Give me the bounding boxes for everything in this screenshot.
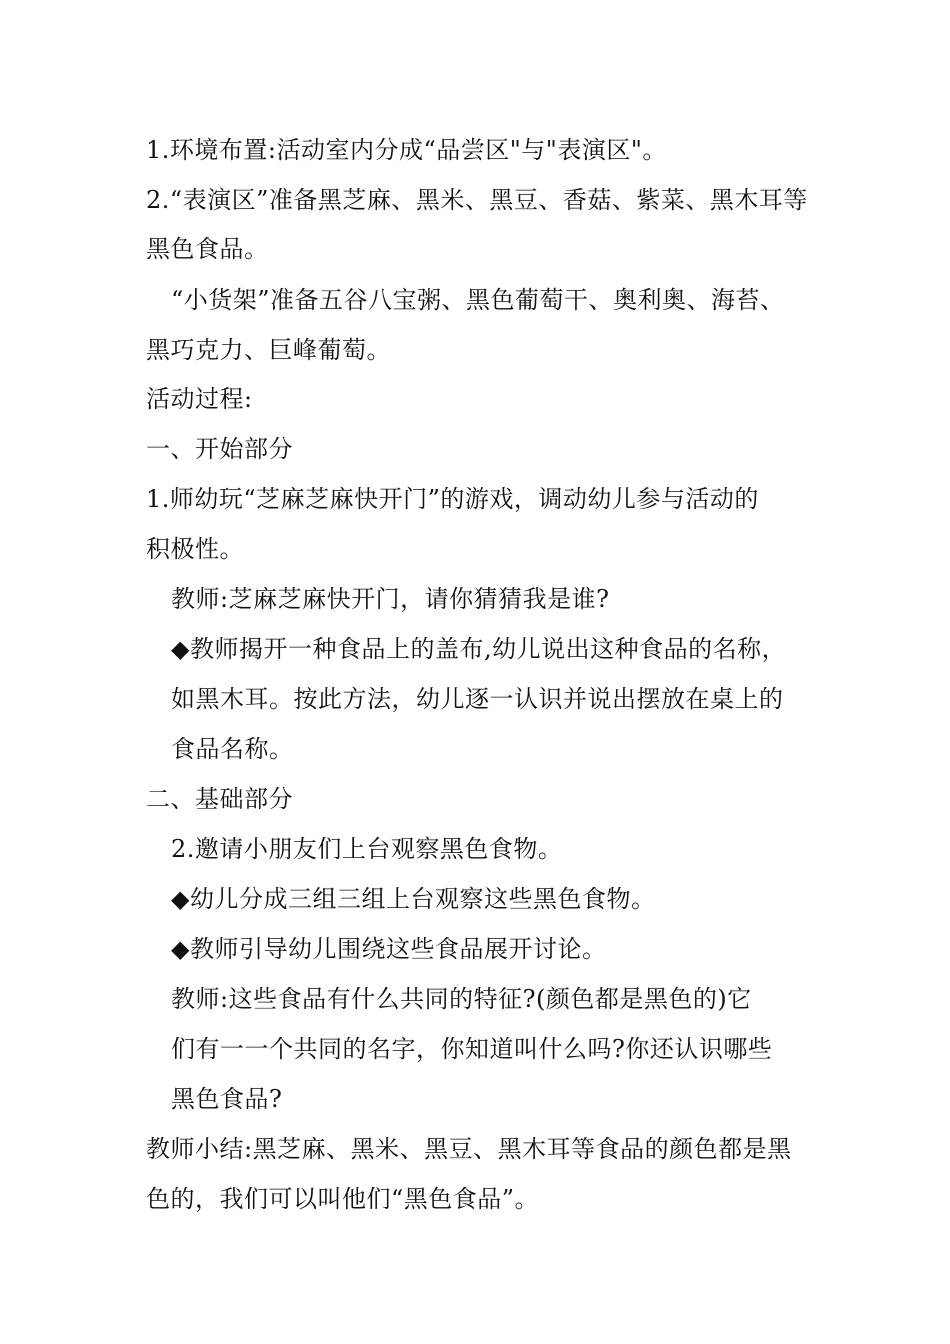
text-line: 食品名称。 bbox=[171, 735, 294, 763]
section-heading: 活动过程: bbox=[146, 385, 253, 413]
text-line: 教师:芝麻芝麻快开门，请你猜猜我是谁? bbox=[171, 585, 610, 613]
bullet-line: ◆幼儿分成三组三组上台观察这些黑色食物。 bbox=[171, 885, 656, 913]
text-line: “小货架”准备五谷八宝粥、黑色葡萄干、奥利奥、海苔、 bbox=[171, 286, 785, 314]
text-line: 如黑木耳。按此方法，幼儿逐一认识并说出摆放在桌上的 bbox=[171, 685, 784, 713]
bullet-line: ◆教师揭开一种食品上的盖布,幼儿说出这种食品的名称， bbox=[171, 635, 787, 663]
text-line: 1.环境布置:活动室内分成“品尝区"与"表演区"。 bbox=[146, 136, 667, 164]
text-line: 黑色食品? bbox=[171, 1085, 283, 1113]
text-line: 1.师幼玩“芝麻芝麻快开门”的游戏，调动幼儿参与活动的 bbox=[146, 485, 759, 513]
text-line: 们有一一个共同的名字，你知道叫什么吗?你还认识哪些 bbox=[171, 1035, 773, 1063]
text-line: 2.邀请小朋友们上台观察黑色食物。 bbox=[171, 835, 563, 863]
text-line: 黑巧克力、巨峰葡萄。 bbox=[146, 336, 391, 364]
text-line: 色的，我们可以叫他们“黑色食品”。 bbox=[146, 1185, 540, 1213]
text-line: 2.“表演区”准备黑芝麻、黑米、黑豆、香菇、紫菜、黑木耳等 bbox=[146, 186, 808, 214]
text-line: 黑色食品。 bbox=[146, 235, 269, 263]
section-heading: 二、基础部分 bbox=[146, 785, 293, 813]
bullet-line: ◆教师引导幼儿围绕这些食品展开讨论。 bbox=[171, 935, 607, 963]
text-line: 教师:这些食品有什么共同的特征?(颜色都是黑色的)它 bbox=[171, 985, 752, 1013]
text-line: 教师小结:黑芝麻、黑米、黑豆、黑木耳等食品的颜色都是黑 bbox=[146, 1135, 792, 1163]
text-line: 积极性。 bbox=[146, 535, 244, 563]
section-heading: 一、开始部分 bbox=[146, 435, 293, 463]
